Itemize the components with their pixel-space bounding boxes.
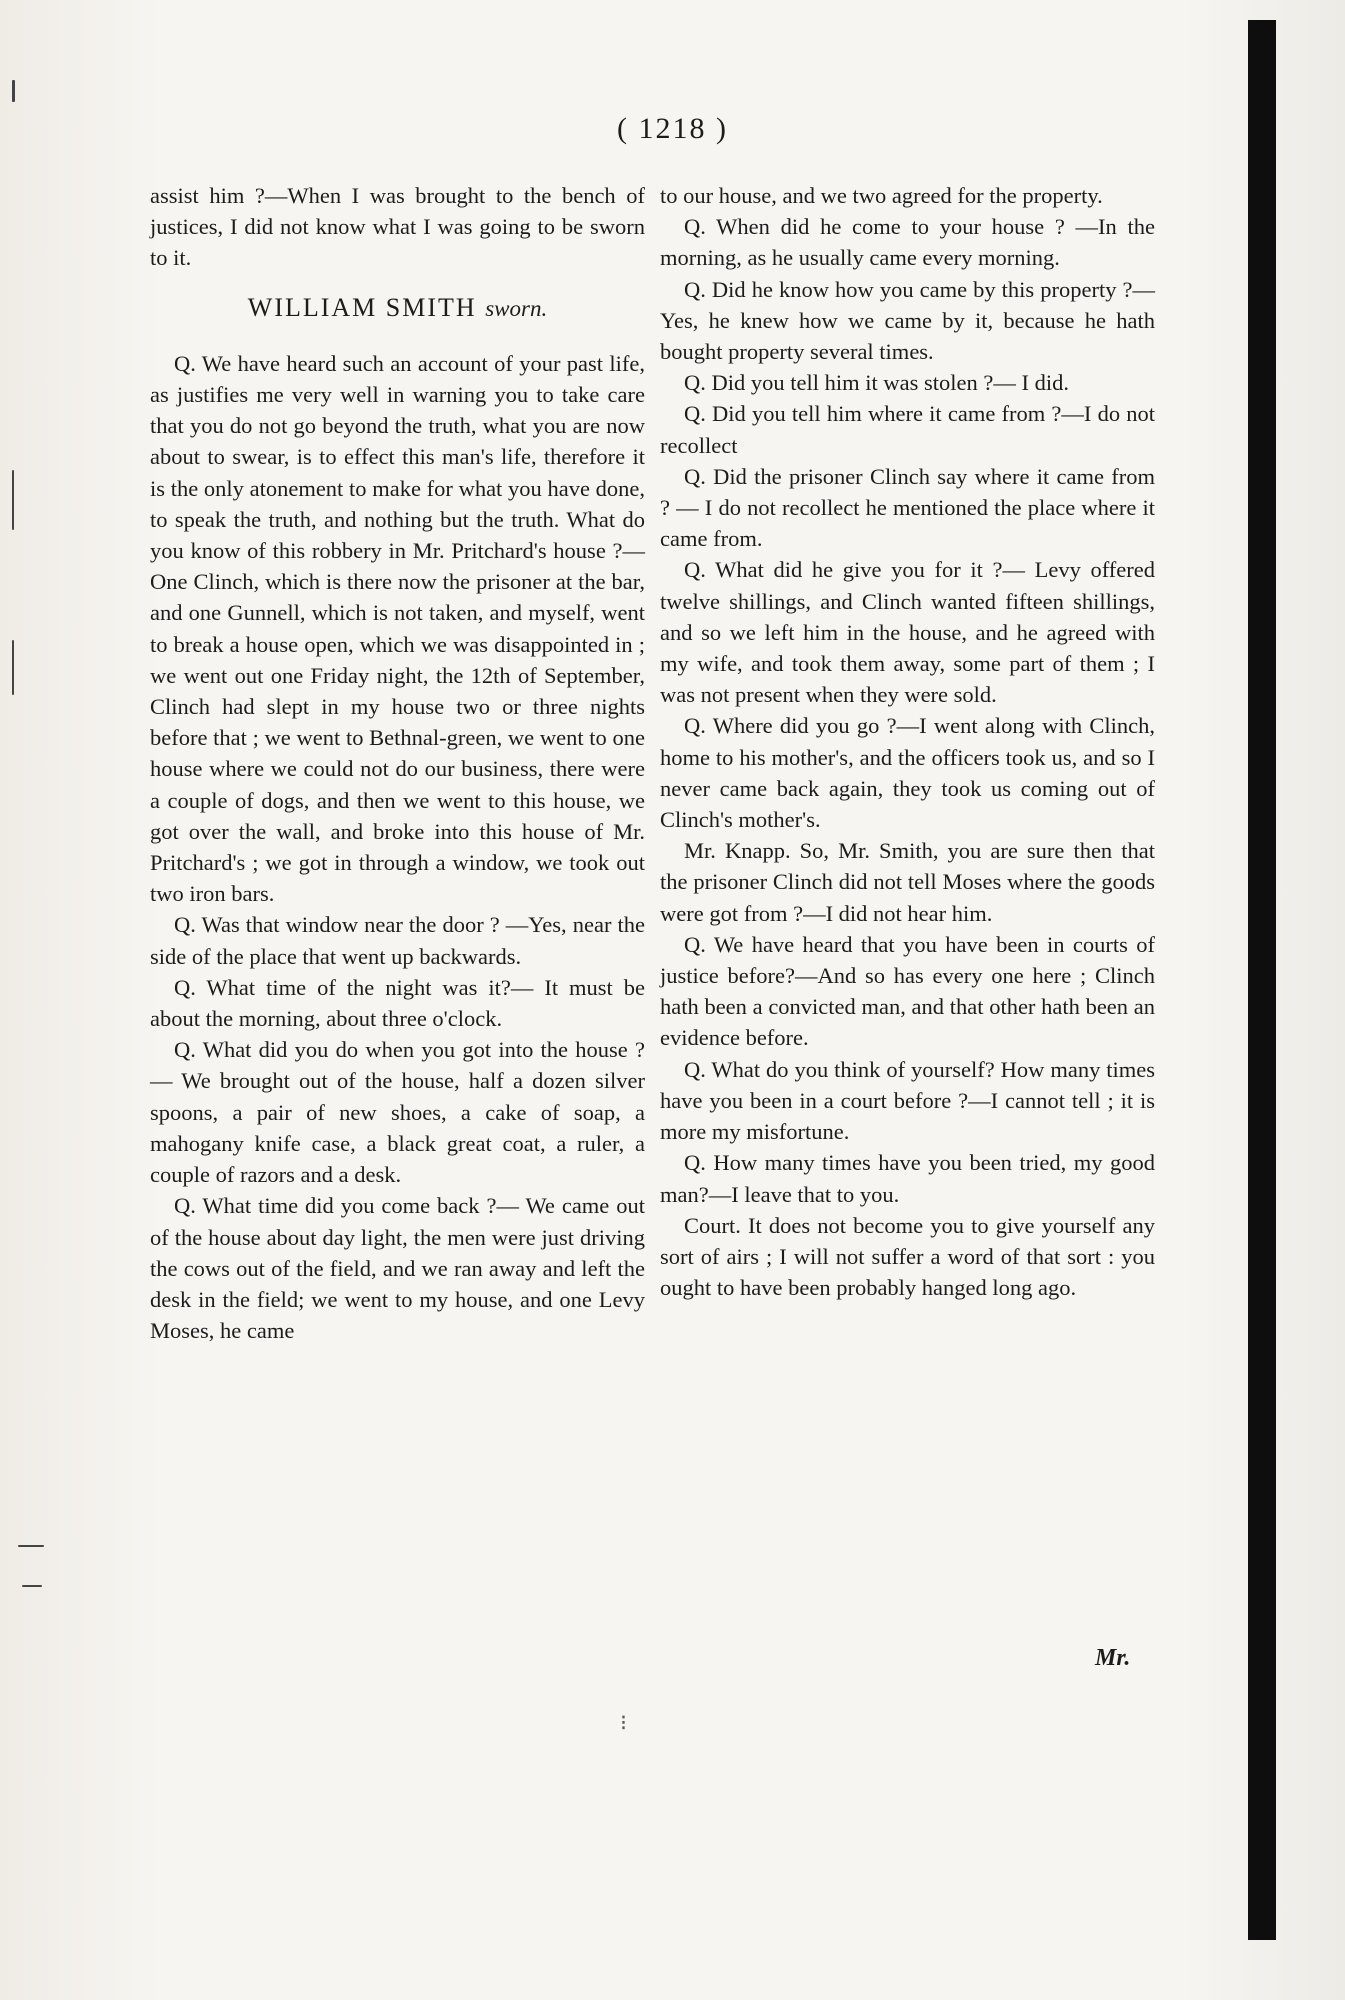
paragraph: Q. How many times have you been tried, my good man?—I leave that to you.: [660, 1150, 1155, 1207]
paragraph: Q. Was that window near the door ? —Yes, near the side of the place that went up backwards.: [150, 912, 645, 969]
witness-name: WILLIAM SMITH: [247, 292, 477, 322]
paragraph: to our house, and we two agreed for the property.: [660, 183, 1103, 208]
margin-mark: [18, 1545, 44, 1547]
binding-edge: [1248, 20, 1276, 1940]
paragraph: Q. Did you tell him it was stolen ?— I did.: [684, 370, 1069, 396]
paragraph: Q. What do you think of yourself? How many times have you been in a court before ?—I cannot tell ; it is more my misfortune.: [660, 1056, 1155, 1145]
paragraph: Q. Did he know how you came by this property ?— Yes, he knew how we came by it, because he hath bought property several times.: [660, 276, 1155, 365]
paragraph: Q. When did he come to your house ? —In the morning, as he usually came every morning.: [660, 214, 1155, 271]
margin-mark: [12, 640, 14, 695]
margin-mark: [22, 1585, 42, 1587]
paragraph: Court. It does not become you to give yourself any sort of airs ; I will not suffer a word of that sort : you ought to have been probably hanged long ago.: [660, 1212, 1155, 1301]
paragraph: Q. Did the prisoner Clinch say where it came from ? — I do not recollect he mentioned the place where it came from.: [660, 463, 1155, 552]
opening-text: assist him ?—When I was brought to the bench of justices, I did not know what I was going to be sworn to it.: [150, 183, 645, 271]
paragraph: Q. We have heard such an account of your past life, as justifies me very well in warning you to take care that you do not go beyond the truth, what you are now about to swear, is to effect this man's life, therefore it is the only atonement to make for what you have done, to speak the truth, and nothing but the truth. What do you know of this robbery in Mr. Pritchard's house ?— One Clinch, which is there now the prisoner at the bar, and one Gunnell, which is not taken, and myself, went to break a house open, which we was disappointed in ; we went out one Friday night, the 12th of September, Clinch had slept in my house two or three nights before that ; we went to Bethnal-green, we went to one house where we could not do our business, there were a couple of dogs, and then we went to this house, we got over the wall, and broke into this house of Mr. Pritchard's ; we got in through a window, we took out two iron bars.: [150, 350, 645, 907]
margin-mark: [12, 80, 15, 102]
witness-sworn: sworn.: [485, 295, 548, 321]
witness-heading: [150, 292, 645, 324]
paragraph: Q. Where did you go ?—I went along with Clinch, home to his mother's, and the officers took us, and so I never came back again, they took us coming out of Clinch's mother's.: [660, 713, 1155, 833]
paragraph: Q. We have heard that you have been in courts of justice before?—And so has every one here ; Clinch hath been a convicted man, and that other hath been an evidence before.: [660, 931, 1155, 1051]
paragraph: Q. What did you do when you got into the house ?— We brought out of the house, half a dozen silver spoons, a pair of new shoes, a cake of soap, a mahogany knife case, a black great coat, a ruler, a couple of razors and a desk.: [150, 1037, 645, 1188]
margin-mark: [12, 470, 14, 530]
left-column: [150, 180, 645, 1346]
ornament-dots: ⁝: [620, 1710, 627, 1735]
catchword: Mr.: [1095, 1645, 1131, 1671]
page-number-header: ( 1218 ): [617, 112, 728, 145]
paragraph: Mr. Knapp. So, Mr. Smith, you are sure then that the prisoner Clinch did not tell Moses where the goods were got from ?—I did not hear him.: [660, 838, 1155, 926]
right-column: [660, 180, 1155, 1303]
paragraph: Q. What did he give you for it ?— Levy offered twelve shillings, and Clinch wanted fifteen shillings, and so we left him in the house, and he agreed with my wife, and took them away, some part of them ; I was not present when they were sold.: [660, 557, 1155, 708]
paragraph: Q. What time of the night was it?— It must be about the morning, about three o'clock.: [150, 974, 645, 1032]
paragraph: Q. Did you tell him where it came from ?—I do not recollect: [660, 401, 1155, 458]
paragraph: Q. What time did you come back ?— We came out of the house about day light, the men were just driving the cows out of the field, and we ran away and left the desk in the field; we went to my house, and one Levy Moses, he came: [150, 1193, 645, 1344]
